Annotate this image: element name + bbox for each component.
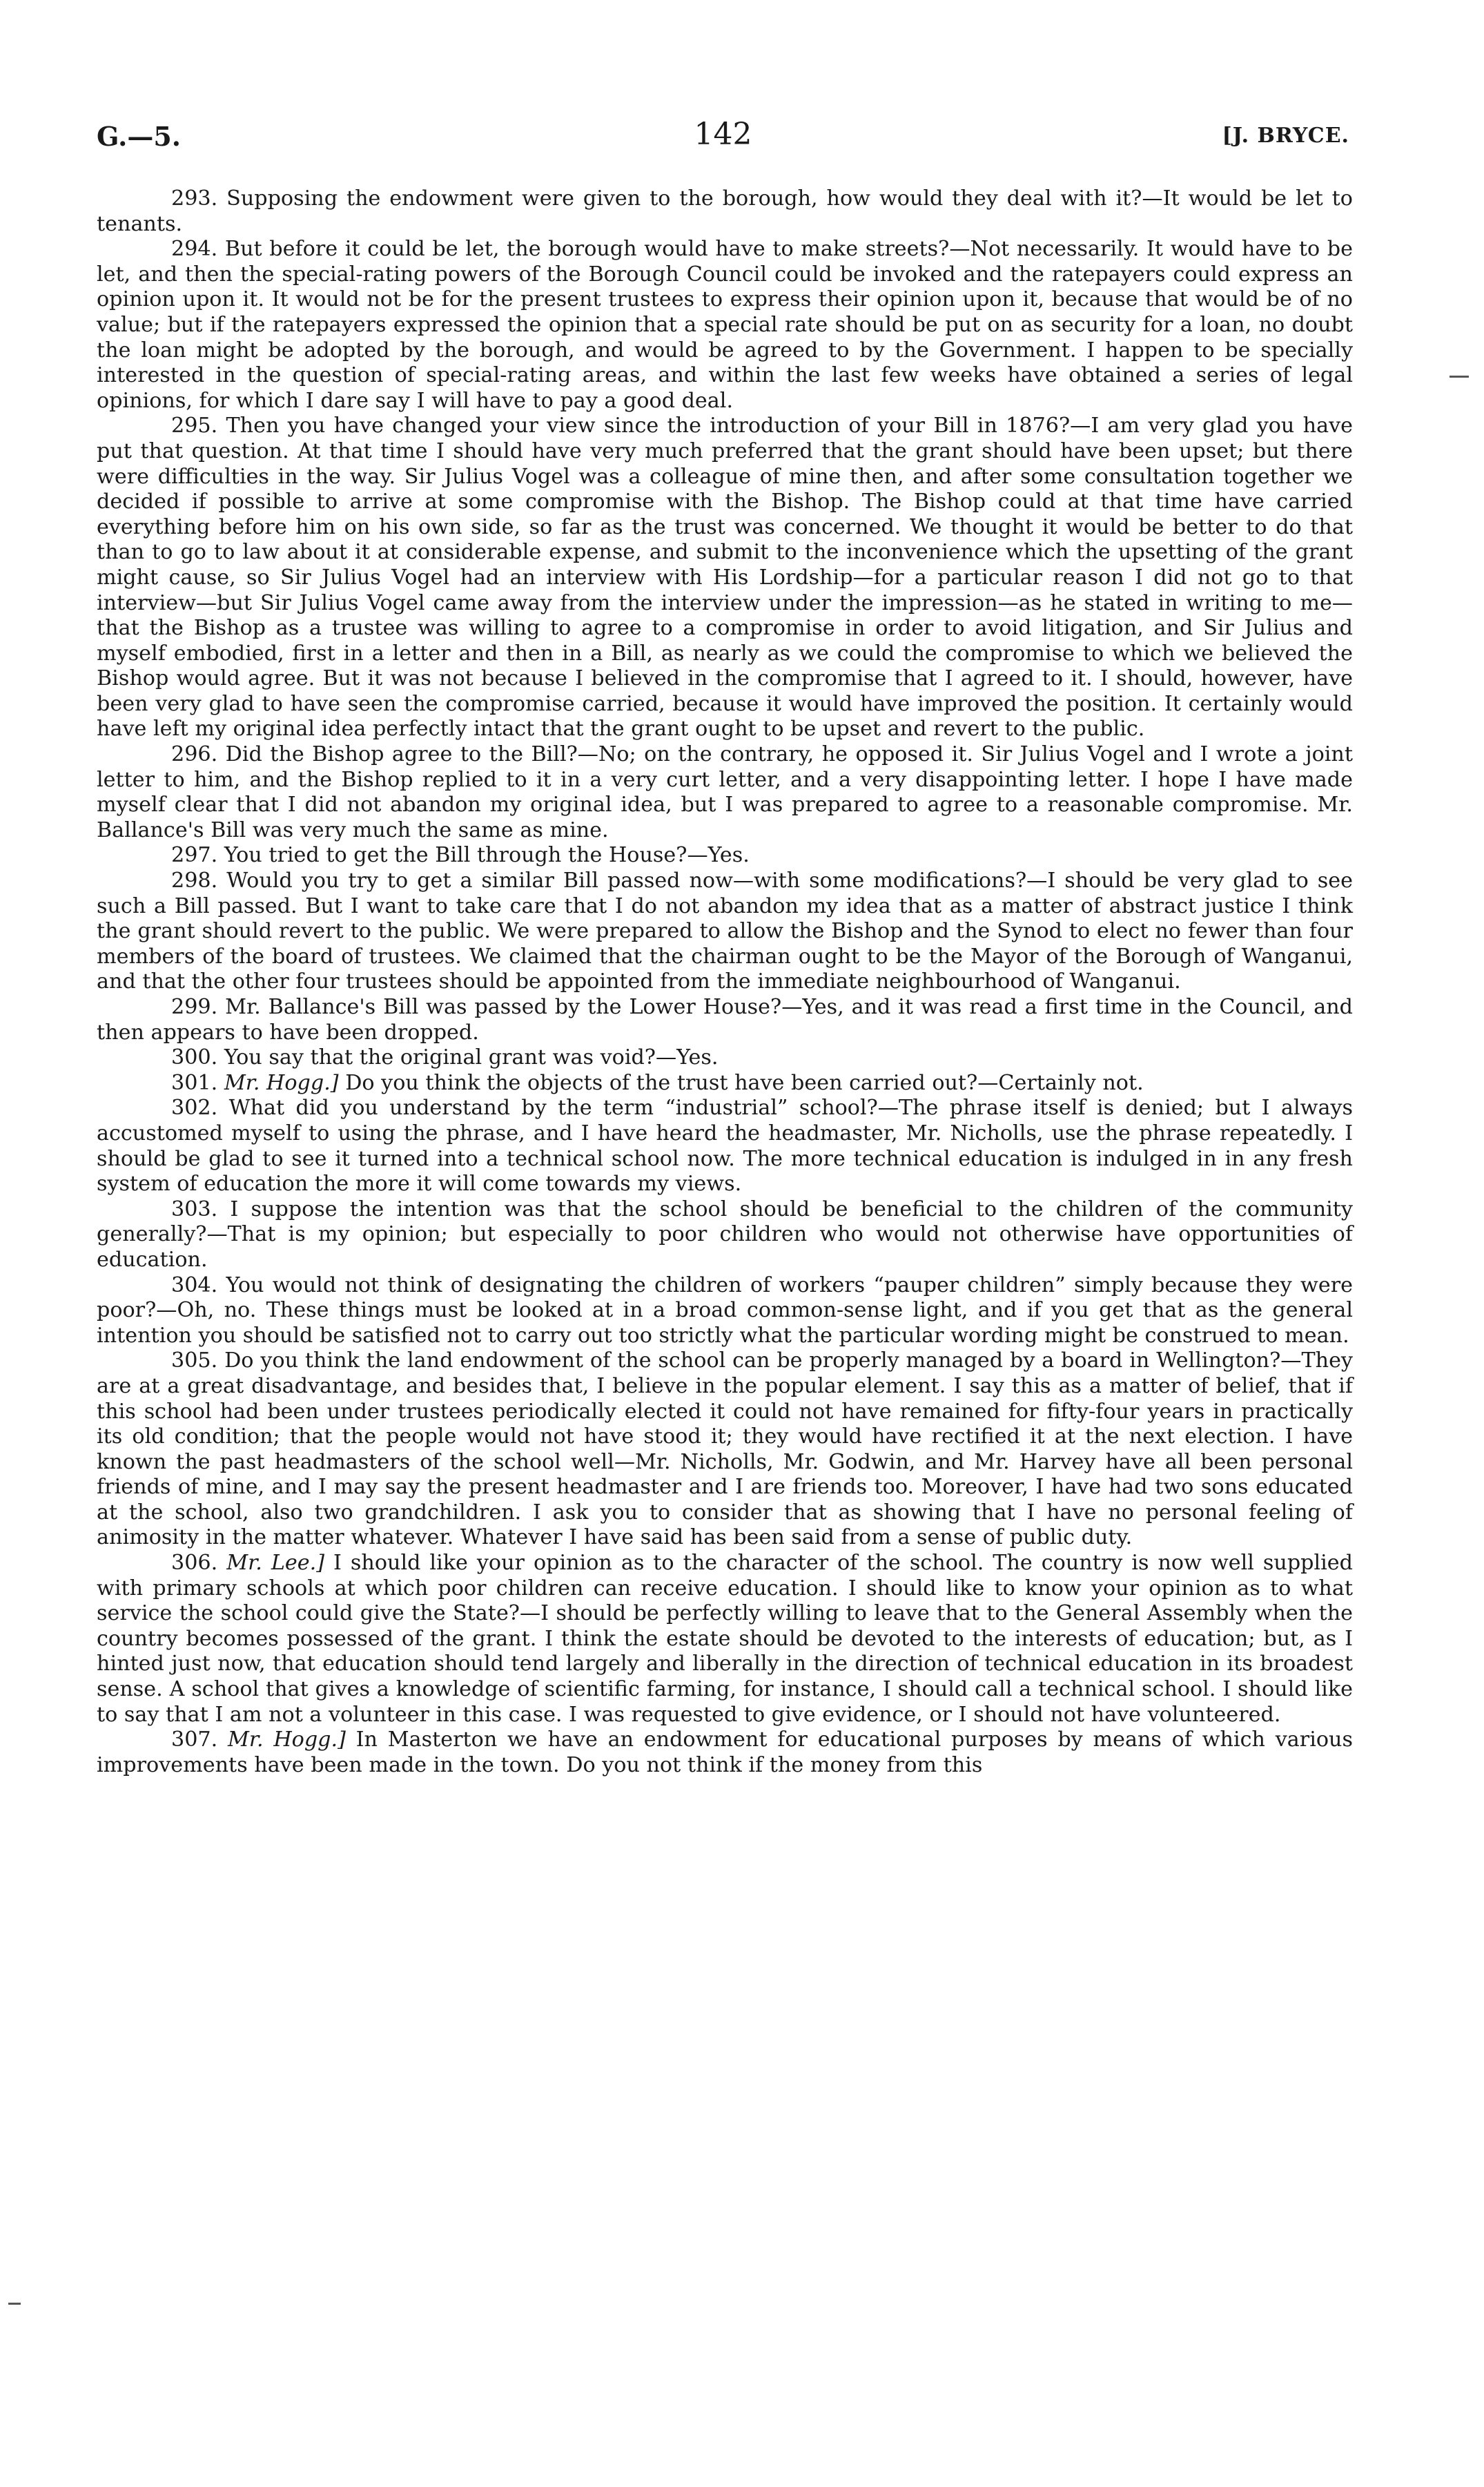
question-paragraph: 299. Mr. Ballance's Bill was passed by the Lower House?—Yes, and it was read a first time in the Council, and then appears to have been dropped.: [97, 995, 1353, 1045]
margin-mark: [1449, 376, 1469, 378]
page-number: 142: [694, 117, 752, 152]
question-paragraph: 295. Then you have changed your view since the introduction of your Bill in 1876?—I am very glad you have put that question. At that time I should have very much preferred that the grant should have been upset; but there were difficulties in the way. Sir Julius Vogel was a colleague of mine then, and after some consultation together we decided if possible to arrive at some compromise with the Bishop. The Bishop could at that time have carried everything before him on his own side, so far as the trust was concerned. We thought it would be better to do that than to go to law about it at considerable expense, and submit to the inconvenience which the upsetting of the grant might cause, so Sir Julius Vogel had an interview with His Lordship—for a particular reason I did not go to that interview—but Sir Julius Vogel came away from the interview under the impression—as he stated in writing to me—that the Bishop as a trustee was willing to agree to a compromise in order to avoid litigation, and Sir Julius and myself embodied, first in a letter and then in a Bill, as nearly as we could the compromise to which we believed the Bishop would agree. But it was not because I believed in the compromise that I agreed to it. I should, however, have been very glad to have seen the compromise carried, because it would have improved the position. It certainly would have left my original idea perfectly intact that the grant ought to be upset and revert to the public.: [97, 414, 1353, 742]
question-paragraph: 296. Did the Bishop agree to the Bill?—No; on the contrary, he opposed it. Sir Julius Vogel and I wrote a joint letter to him, and the Bishop replied to it in a very curt letter, and a very disappointing letter. I hope I have made myself clear that I did not abandon my original idea, but I was prepared to agree to a reasonable compromise. Mr. Ballance's Bill was very much the same as mine.: [97, 742, 1353, 842]
question-paragraph: 301. Mr. Hogg.] Do you think the objects of the trust have been carried out?—Certainly not.: [171, 1070, 1144, 1095]
question-paragraph: 298. Would you try to get a similar Bill passed now—with some modifications?—I should be very glad to see such a Bill passed. But I want to take care that I do not abandon my idea that as a matter of abstract justice I think the grant should revert to the public. We were prepared to allow the Bishop and the Synod to elect no fewer than four members of the board of trustees. We claimed that the chairman ought to be the Mayor of the Borough of Wanganui, and that the other four trustees should be appointed from the immediate neighbourhood of Wanganui.: [97, 869, 1353, 994]
margin-mark: [8, 2303, 21, 2305]
question-paragraph: 297. You tried to get the Bill through the House?—Yes.: [171, 843, 750, 868]
speaker: Mr. Hogg.]: [227, 1728, 346, 1752]
page-header: [97, 117, 1349, 162]
speaker: Mr. Hogg.]: [224, 1070, 339, 1095]
question-paragraph: 300. You say that the original grant was void?—Yes.: [171, 1045, 719, 1070]
question-paragraph: 307. Mr. Hogg.] In Masterton we have an endowment for educational purposes by means of which various improvements have been made in the town. Do you not think if the money from this: [97, 1728, 1353, 1777]
question-paragraph: 302. What did you understand by the term “industrial” school?—The phrase itself is denied; but I always accustomed myself to using the phrase, and I have heard the headmaster, Mr. Nicholls, use the phrase repeatedly. I should be glad to see it turned into a technical school now. The more technical education is indulged in in any fresh system of education the more it will come towards my views.: [97, 1096, 1353, 1197]
question-paragraph: 294. But before it could be let, the borough would have to make streets?—Not necessarily. It would have to be let, and then the special-rating powers of the Borough Council could be invoked and the ratepayers could express an opinion upon it. It would not be for the present trustees to express their opinion upon it, because that would be of no value; but if the ratepayers expressed the opinion that a special rate should be put on as security for a loan, no doubt the loan might be adopted by the borough, and would be agreed to by the Government. I happen to be specially interested in the question of special-rating areas, and within the last few weeks have obtained a series of legal opinions, for which I dare say I will have to pay a good deal.: [97, 237, 1353, 413]
parliamentary-paper-reference: G.—5.: [97, 121, 181, 152]
witness-name: [J. BRYCE.: [1222, 124, 1349, 148]
question-paragraph: 303. I suppose the intention was that the school should be beneficial to the children of the community generally?—That is my opinion; but especially to poor children who would not otherwise have opportunities of education.: [97, 1197, 1353, 1272]
question-paragraph: 306. Mr. Lee.] I should like your opinion as to the character of the school. The country is now well supplied with primary schools at which poor children can receive education. I should like to know your opinion as to what service the school could give the State?—I should be perfectly willing to leave that to the General Assembly when the country becomes possessed of the grant. I think the estate should be devoted to the interests of education; but, as I hinted just now, that education should tend largely and liberally in the direction of technical education in its broadest sense. A school that gives a knowledge of scientific farming, for instance, I should call a technical school. I should like to say that I am not a volunteer in this case. I was requested to give evidence, or I should not have volunteered.: [97, 1551, 1353, 1727]
testimony-body: [97, 186, 1353, 1778]
speaker: Mr. Lee.]: [226, 1551, 324, 1576]
question-paragraph: 293. Supposing the endowment were given to the borough, how would they deal with it?—It would be let to tenants.: [97, 186, 1353, 236]
question-paragraph: 305. Do you think the land endowment of the school can be properly managed by a board in Wellington?—They are at a great disadvantage, and besides that, I believe in the popular element. I say this as a matter of belief, that if this school had been under trustees periodically elected it could not have remained for fifty-four years in practically its old condition; that the people would not have stood it; they would have rectified it at the next election. I have known the past headmasters of the school well—Mr. Nicholls, Mr. Godwin, and Mr. Harvey have all been personal friends of mine, and I may say the present headmaster and I are friends too. Moreover, I have had two sons educated at the school, also two grandchildren. I ask you to consider that as showing that I have no personal feeling of animosity in the matter whatever. Whatever I have said has been said from a sense of public duty.: [97, 1348, 1353, 1550]
question-paragraph: 304. You would not think of designating the children of workers “pauper children” simply because they were poor?—Oh, no. These things must be looked at in a broad common-sense light, and if you get that as the general intention you should be satisfied not to carry out too strictly what the particular wording might be construed to mean.: [97, 1272, 1353, 1348]
